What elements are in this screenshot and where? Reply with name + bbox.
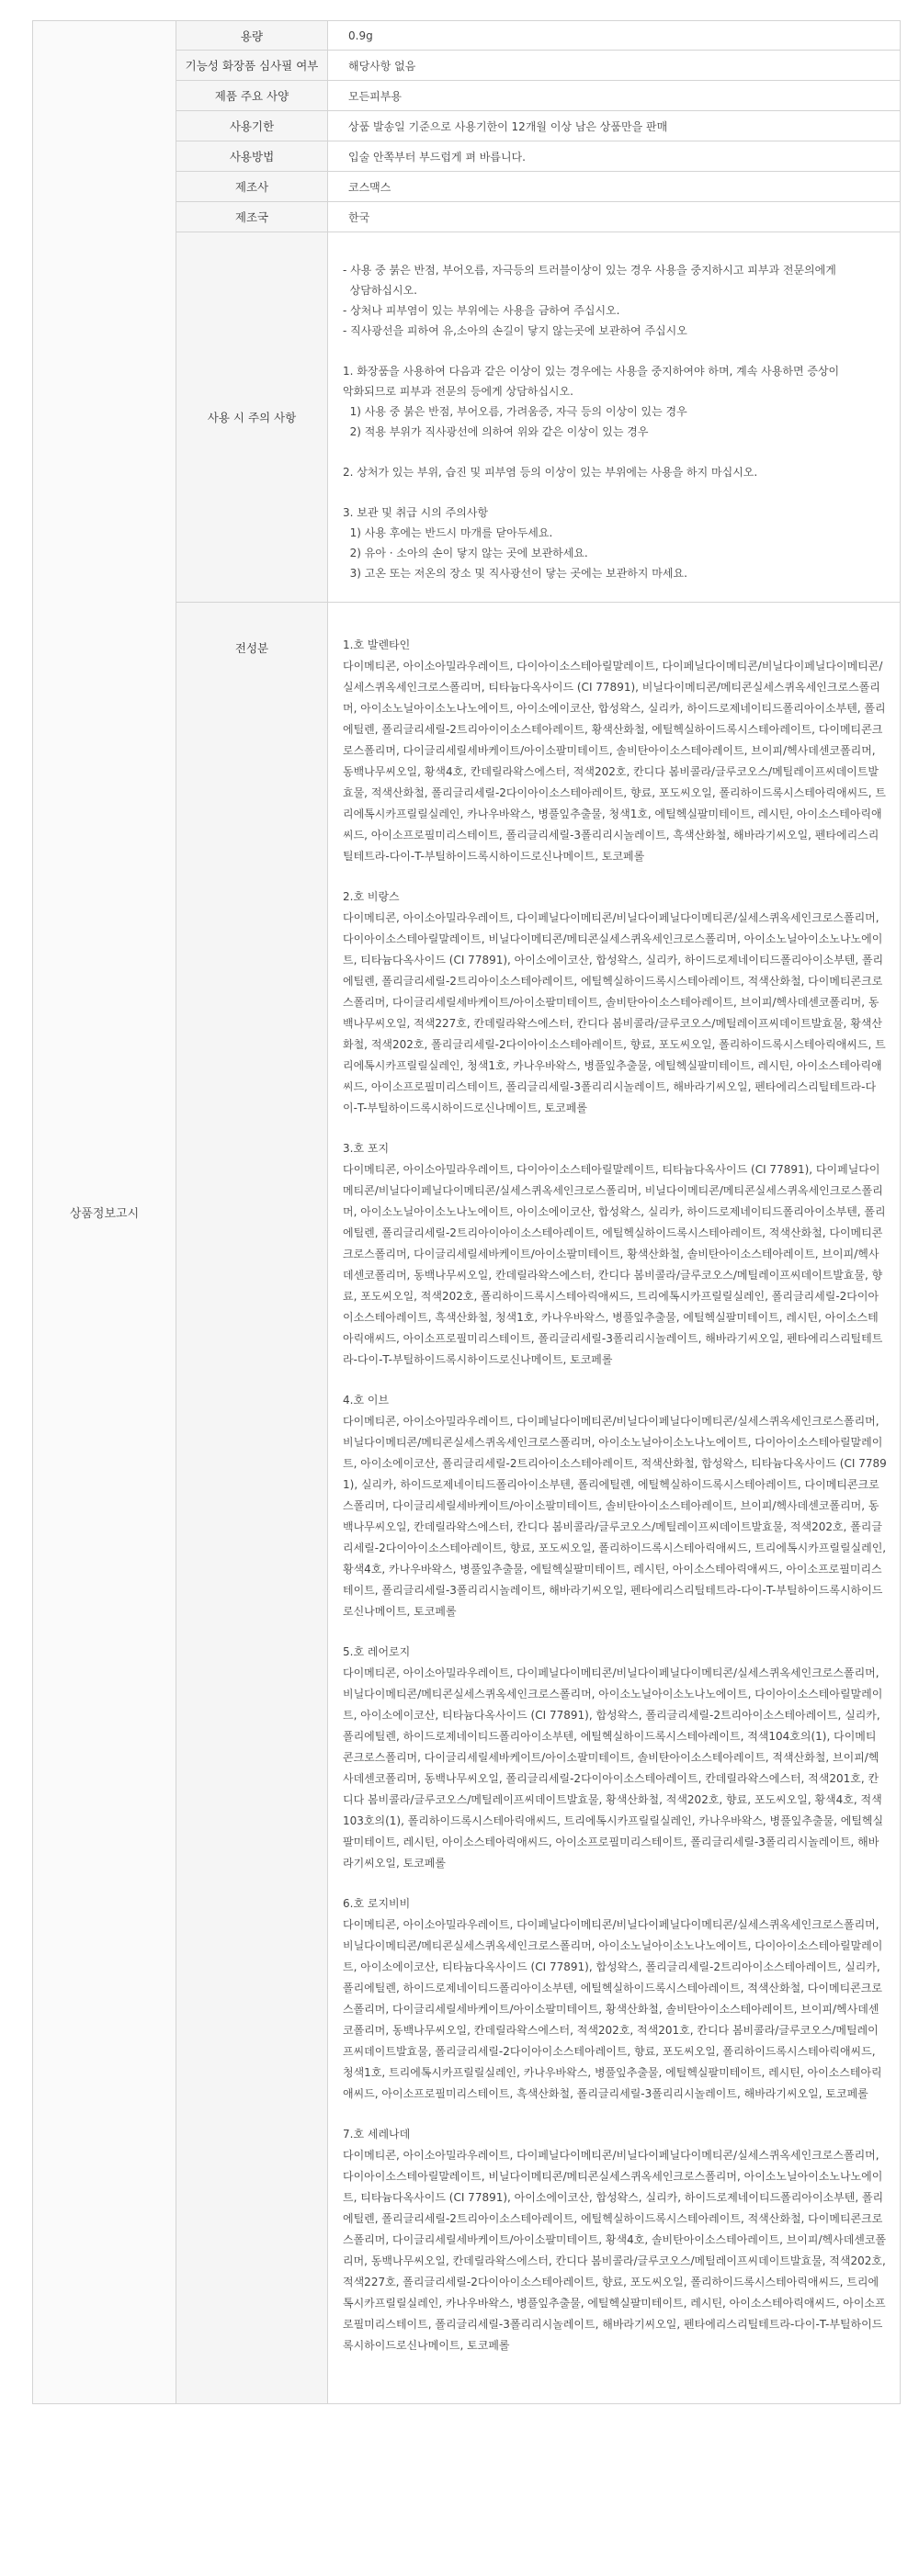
caution-gap [343,341,885,361]
row-value: 해당사항 없음 [328,51,901,81]
row-label: 사용방법 [176,141,328,172]
ingredient-list-text: 다이메티콘, 아이소아밀라우레이트, 다이페닐다이메티콘/비닐다이페닐다이메티콘/실세스퀴옥세인크로스폴리머, 비닐다이메티콘/메티콘실세스퀴옥세인크로스폴리머, 아이소노닐아이소노나노에이트, 다이아이소스테아릴말레이트, 아이소에이코산, 티타늄다옥사이드 (CI 77891), 합성왁스, 폴리글리세릴-2트리아이소스테아레이트, 실리카, 폴리에틸렌, 하이드로제네이티드폴리아이소부텐, 에틸헥실하이드록시스테아레이트, 적색산화철, 다이메티콘크로스폴리머, 다이글리세릴세바케이트/아이소팔미테이트, 황색산화철, 솔비탄아이소스테아레이트, 브이피/헥사데센코폴리머, 동백나무씨오일, 칸데릴라왁스에스터, 적색202호, 적색201호, 칸디다 봄비콜라/글루코오스/메틸레이프씨데이트발효물, 폴리글리세릴-2다이아이소스테아레이트, 향료, 포도씨오일, 폴리하이드록시스테아릭애씨드, 청색1호, 트리에톡시카프릴릴실레인, 카나우바왁스, 병풀잎추출물, 에틸헥실팔미테이트, 레시틴, 아이소스테아릭애씨드, 아이소프로필미리스테이트, 흑색산화철, 폴리글리세릴-3폴리리시놀레이트, 해바라기씨오일, 토코페롤 [343,1918,883,2100]
row-capacity [33,21,901,51]
caution-lines [343,260,885,583]
ingredient-shade-name: 4.호 이브 [343,1394,390,1407]
caution-line: 1) 사용 중 붉은 반점, 부어오름, 가려움증, 자극 등의 이상이 있는 경우 [343,405,687,418]
caution-line: 3. 보관 및 취급 시의 주의사항 [343,506,489,519]
caution-line: 악화되므로 피부과 전문의 등에게 상담하십시오. [343,385,573,398]
ingredient-list-text: 다이메티콘, 아이소아밀라우레이트, 다이페닐다이메티콘/비닐다이페닐다이메티콘/실세스퀴옥세인크로스폴리머, 다이아이소스테아릴말레이트, 비닐다이메티콘/메티콘실세스퀴옥세인크로스폴리머, 아이소노닐아이소노나노에이트, 티타늄다옥사이드 (CI 77891), 아이소에이코산, 합성왁스, 실리카, 하이드로제네이티드폴리아이소부텐, 폴리에틸렌, 폴리글리세릴-2트리아이소스테아레이트, 에틸헥실하이드록시스테아레이트, 적색산화철, 다이메티콘크로스폴리머, 다이글리세릴세바케이트/아이소팔미테이트, 솔비탄아이소스테아레이트, 브이피/헥사데센코폴리머, 동백나무씨오일, 적색227호, 칸데릴라왁스에스터, 칸디다 봄비콜라/글루코오스/메틸레이프씨데이트발효물, 황색산화철, 적색202호, 폴리글리세릴-2다이아이소스테아레이트, 향료, 포도씨오일, 폴리하이드록시스테아릭애씨드, 트리에톡시카프릴릴실레인, 청색1호, 카나우바왁스, 병풀잎추출물, 에틸헥실팔미테이트, 레시틴, 아이소스테아릭애씨드, 아이소프로필미리스테이트, 폴리글리세릴-3폴리리시놀레이트, 해바라기씨오일, 펜타에리스리틸테트라-다이-T-부틸하이드록시하이드로신나메이트, 토코페롤 [343,911,886,1114]
caution-line: - 상처나 피부염이 있는 부위에는 사용을 금하여 주십시오. [343,304,620,317]
caution-line: - 직사광선을 피하여 유,소아의 손길이 닿지 않는곳에 보관하여 주십시오 [343,324,687,337]
caution-gap [343,482,885,503]
caution-line: 1. 화장품을 사용하여 다음과 같은 이상이 있는 경우에는 사용을 중지하여야 하며, 계속 사용하면 증상이 [343,365,840,378]
product-info-table [32,20,901,2404]
caution-text [328,232,901,603]
ingredient-block [343,887,887,1119]
row-label: 전성분 [176,603,328,2404]
caution-line: 3) 고온 또는 저온의 장소 및 직사광선이 닿는 곳에는 보관하지 마세요. [343,567,687,580]
row-label: 기능성 화장품 심사필 여부 [176,51,328,81]
section-title: 상품정보고시 [69,1207,140,1221]
ingredient-shade-name: 3.호 포지 [343,1142,390,1155]
ingredient-list-text: 다이메티콘, 아이소아밀라우레이트, 다이아이소스테아릴말레이트, 다이페닐다이메티콘/비닐다이페닐다이메티콘/실세스퀴옥세인크로스폴리머, 티타늄다옥사이드 (CI 77891), 비닐다이메티콘/메티콘실세스퀴옥세인크로스폴리머, 아이소노닐아이소노나노에이트, 아이소에이코산, 합성왁스, 실리카, 하이드로제네이티드폴리아이소부텐, 폴리에틸렌, 폴리글리세릴-2트리아이이소스테아레이트, 황색산화철, 에틸헥실하이드록시스테아레이트, 다이메티콘크로스폴리머, 다이글리세릴세바케이트/아이소팔미테이트, 솔비탄아이소스테아레이트, 브이피/헥사데센코폴리머, 동백나무씨오일, 황색4호, 칸데릴라왁스에스터, 적색202호, 칸디다 봄비콜라/글루코오스/메틸레이프씨데이트발효물, 적색산화철, 폴리글리세릴-2다이아이소스테아레이트, 향료, 포도씨오일, 폴리하이드록시스테아릭애씨드, 트리에톡시카프릴릴실레인, 카나우바왁스, 병풀잎추출물, 청색1호, 에틸헥실팔미테이트, 레시틴, 아이소스테아릭애씨드, 아이소프로필미리스테이트, 폴리글리세릴-3폴리리시놀레이트, 흑색산화철, 해바라기씨오일, 펜타에리스리틸테트라-다이-T-부틸하이드록시하이드로신나메이트, 토코페롤 [343,660,886,863]
row-label: 사용기한 [176,111,328,141]
row-label: 제품 주요 사양 [176,81,328,111]
section-title-cell [33,21,176,2404]
row-value: 한국 [328,202,901,232]
row-label: 사용 시 주의 사항 [176,232,328,603]
row-label: 용량 [176,21,328,51]
row-value: 입술 안쪽부터 부드럽게 펴 바릅니다. [328,141,901,172]
ingredient-block [343,1893,887,2105]
ingredient-block [343,1642,887,1874]
caution-line: 1) 사용 후에는 반드시 마개를 닫아두세요. [343,526,553,539]
row-value: 코스맥스 [328,172,901,202]
product-info-notice [32,20,901,2404]
caution-line: - 사용 중 붉은 반점, 부어오름, 자극등의 트러블이상이 있는 경우 사용을 중지하시고 피부과 전문의에게 [343,264,836,277]
caution-line: 2. 상처가 있는 부위, 습진 및 피부염 등의 이상이 있는 부위에는 사용을 하지 마십시오. [343,466,758,479]
row-value: 0.9g [328,21,901,51]
caution-line: 2) 적용 부위가 직사광선에 의하여 위와 같은 이상이 있는 경우 [343,425,649,438]
row-label: 제조사 [176,172,328,202]
ingredient-block [343,1390,887,1622]
caution-line: 2) 유아 · 소아의 손이 닿지 않는 곳에 보관하세요. [343,547,588,559]
ingredient-list-text: 다이메티콘, 아이소아밀라우레이트, 다이페닐다이메티콘/비닐다이페닐다이메티콘/실세스퀴옥세인크로스폴리머, 비닐다이메티콘/메티콘실세스퀴옥세인크로스폴리머, 아이소노닐아이소노나노에이트, 다이아이소스테아릴말레이트, 아이소에이코산, 티타늄다옥사이드 (CI 77891), 합성왁스, 폴리글리세릴-2트리아이소스테아레이트, 실리카, 폴리에틸렌, 하이드로제네이티드폴리아이소부텐, 에틸헥실하이드록시스테아레이트, 적색104호의(1), 다이메티콘크로스폴리머, 다이글리세릴세바케이트/아이소팔미테이트, 솔비탄아이소스테아레이트, 적색산화철, 브이피/헥사데센코폴리머, 동백나무씨오일, 폴리글리세릴-2다이아이소스테아레이트, 칸데릴라왁스에스터, 적색201호, 칸디다 봄비콜라/글루코오스/메틸레이프씨데이트발효물, 황색산화철, 적색202호, 향료, 포도씨오일, 황색4호, 적색103호의(1), 폴리하이드록시스테아릭애씨드, 트리에톡시카프릴릴실레인, 카나우바왁스, 병풀잎추출물, 에틸헥실팔미테이트, 레시틴, 아이소스테아릭애씨드, 아이소프로필미리스테이트, 폴리글리세릴-3폴리리시놀레이트, 해바라기씨오일, 토코페롤 [343,1666,884,1870]
caution-gap [343,442,885,462]
caution-line: 상담하십시오. [343,284,417,297]
ingredient-shade-name: 5.호 레어로지 [343,1645,411,1658]
ingredient-list-text: 다이메티콘, 아이소아밀라우레이트, 다이페닐다이메티콘/비닐다이페닐다이메티콘/실세스퀴옥세인크로스폴리머, 다이아이소스테아릴말레이트, 비닐다이메티콘/메티콘실세스퀴옥세인크로스폴리머, 아이소노닐아이소노나노에이트, 티타늄다옥사이드 (CI 77891), 아이소에이코산, 합성왁스, 실리카, 하이드로제네이티드폴리아이소부텐, 폴리에틸렌, 폴리글리세릴-2트리아이소스테아레이트, 에틸헥실하이드록시스테아레이트, 적색산화철, 다이메티콘크로스폴리머, 다이글리세릴세바케이트/아이소팔미테이트, 황색4호, 솔비탄아이소스테아레이트, 브이피/헥사데센코폴리머, 동백나무씨오일, 칸데릴라왁스에스터, 칸디다 봄비콜라/글루코오스/메틸레이프씨데이트발효물, 적색202호, 적색227호, 폴리글리세릴-2다이아이소스테아레이트, 향료, 포도씨오일, 폴리하이드록시스테아릭애씨드, 트리에톡시카프릴릴실레인, 카나우바왁스, 병풀잎추출물, 에틸헥실팔미테이트, 레시틴, 아이소스테아릭애씨드, 아이소프로필미리스테이트, 폴리글리세릴-3폴리리시놀레이트, 해바라기씨오일, 펜타에리스리틸테트라-다이-T-부틸하이드록시하이드로신나메이트, 토코페롤 [343,2149,887,2352]
ingredient-shade-name: 7.호 세레나데 [343,2128,411,2141]
ingredient-shade-name: 2.호 비랑스 [343,890,400,903]
ingredient-shade-name: 1.호 발렌타인 [343,638,411,651]
ingredient-list-text: 다이메티콘, 아이소아밀라우레이트, 다이페닐다이메티콘/비닐다이페닐다이메티콘/실세스퀴옥세인크로스폴리머, 비닐다이메티콘/메티콘실세스퀴옥세인크로스폴리머, 아이소노닐아이소노나노에이트, 다이아이소스테아릴말레이트, 아이소에이코산, 폴리글리세릴-2트리아이소스테아레이트, 적색산화철, 합성왁스, 티타늄다옥사이드 (CI 77891), 실리카, 하이드로제네이티드폴리아이소부텐, 폴리에틸렌, 에틸헥실하이드록시스테아레이트, 다이메티콘크로스폴리머, 다이글리세릴세바케이트/아이소팔미테이트, 솔비탄아이소스테아레이트, 브이피/헥사데센코폴리머, 동백나무씨오일, 칸데릴라왁스에스터, 칸디다 봄비콜라/글루코오스/메틸레이프씨데이트발효물, 적색202호, 폴리글리세릴-2다이아이소스테아레이트, 향료, 포도씨오일, 폴리하이드록시스테아릭애씨드, 트리에톡시카프릴릴실레인, 황색4호, 카나우바왁스, 병풀잎추출물, 에틸헥실팔미테이트, 레시틴, 아이소스테아릭애씨드, 아이소프로필미리스테이트, 폴리글리세릴-3폴리리시놀레이트, 해바라기씨오일, 펜타에리스리틸테트라-다이-T-부틸하이드록시하이드로신나메이트, 토코페롤 [343,1415,887,1618]
ingredients-text [328,603,901,2404]
ingredient-shade-name: 6.호 로지비비 [343,1897,411,1910]
ingredient-block [343,635,887,867]
ingredient-list [343,635,887,2356]
ingredient-block [343,1138,887,1371]
row-value: 상품 발송일 기준으로 사용기한이 12개월 이상 남은 상품만을 판매 [328,111,901,141]
ingredient-block [343,2124,887,2356]
row-value: 모든피부용 [328,81,901,111]
row-label: 제조국 [176,202,328,232]
ingredient-list-text: 다이메티콘, 아이소아밀라우레이트, 다이아이소스테아릴말레이트, 티타늄다옥사이드 (CI 77891), 다이페닐다이메티콘/비닐다이페닐다이메티콘/실세스퀴옥세인크로스폴리머, 비닐다이메티콘/메티콘실세스퀴옥세인크로스폴리머, 아이소노닐아이소노나노에이트, 아이소에이코산, 합성왁스, 실리카, 하이드로제네이티드폴리아이소부텐, 폴리에틸렌, 폴리글리세릴-2트리아이아이소스테아레이트, 에틸헥실하이드록시스테아레이트, 적색산화철, 다이메티콘크로스폴리머, 다이글리세릴세바케이트/아이소팔미테이트, 황색산화철, 솔비탄아이소스테아레이트, 브이피/헥사데센코폴리머, 동백나무씨오일, 칸데릴라왁스에스터, 칸디다 봄비콜라/글루코오스/메틸레이프씨데이트발효물, 향료, 포도씨오일, 적색202호, 폴리하이드록시스테아릭애씨드, 트리에톡시카프릴릴실레인, 폴리글리세릴-2다이아이소스테아레이트, 흑색산화철, 청색1호, 카나우바왁스, 병풀잎추출물, 에틸헥실팔미테이트, 레시틴, 아이소스테아릭애씨드, 아이소프로필미리스테이트, 폴리글리세릴-3폴리리시놀레이트, 해바라기씨오일, 펜타에리스리틸테트라-다이-T-부틸하이드록시하이드로신나메이트, 토코페롤 [343,1163,886,1366]
